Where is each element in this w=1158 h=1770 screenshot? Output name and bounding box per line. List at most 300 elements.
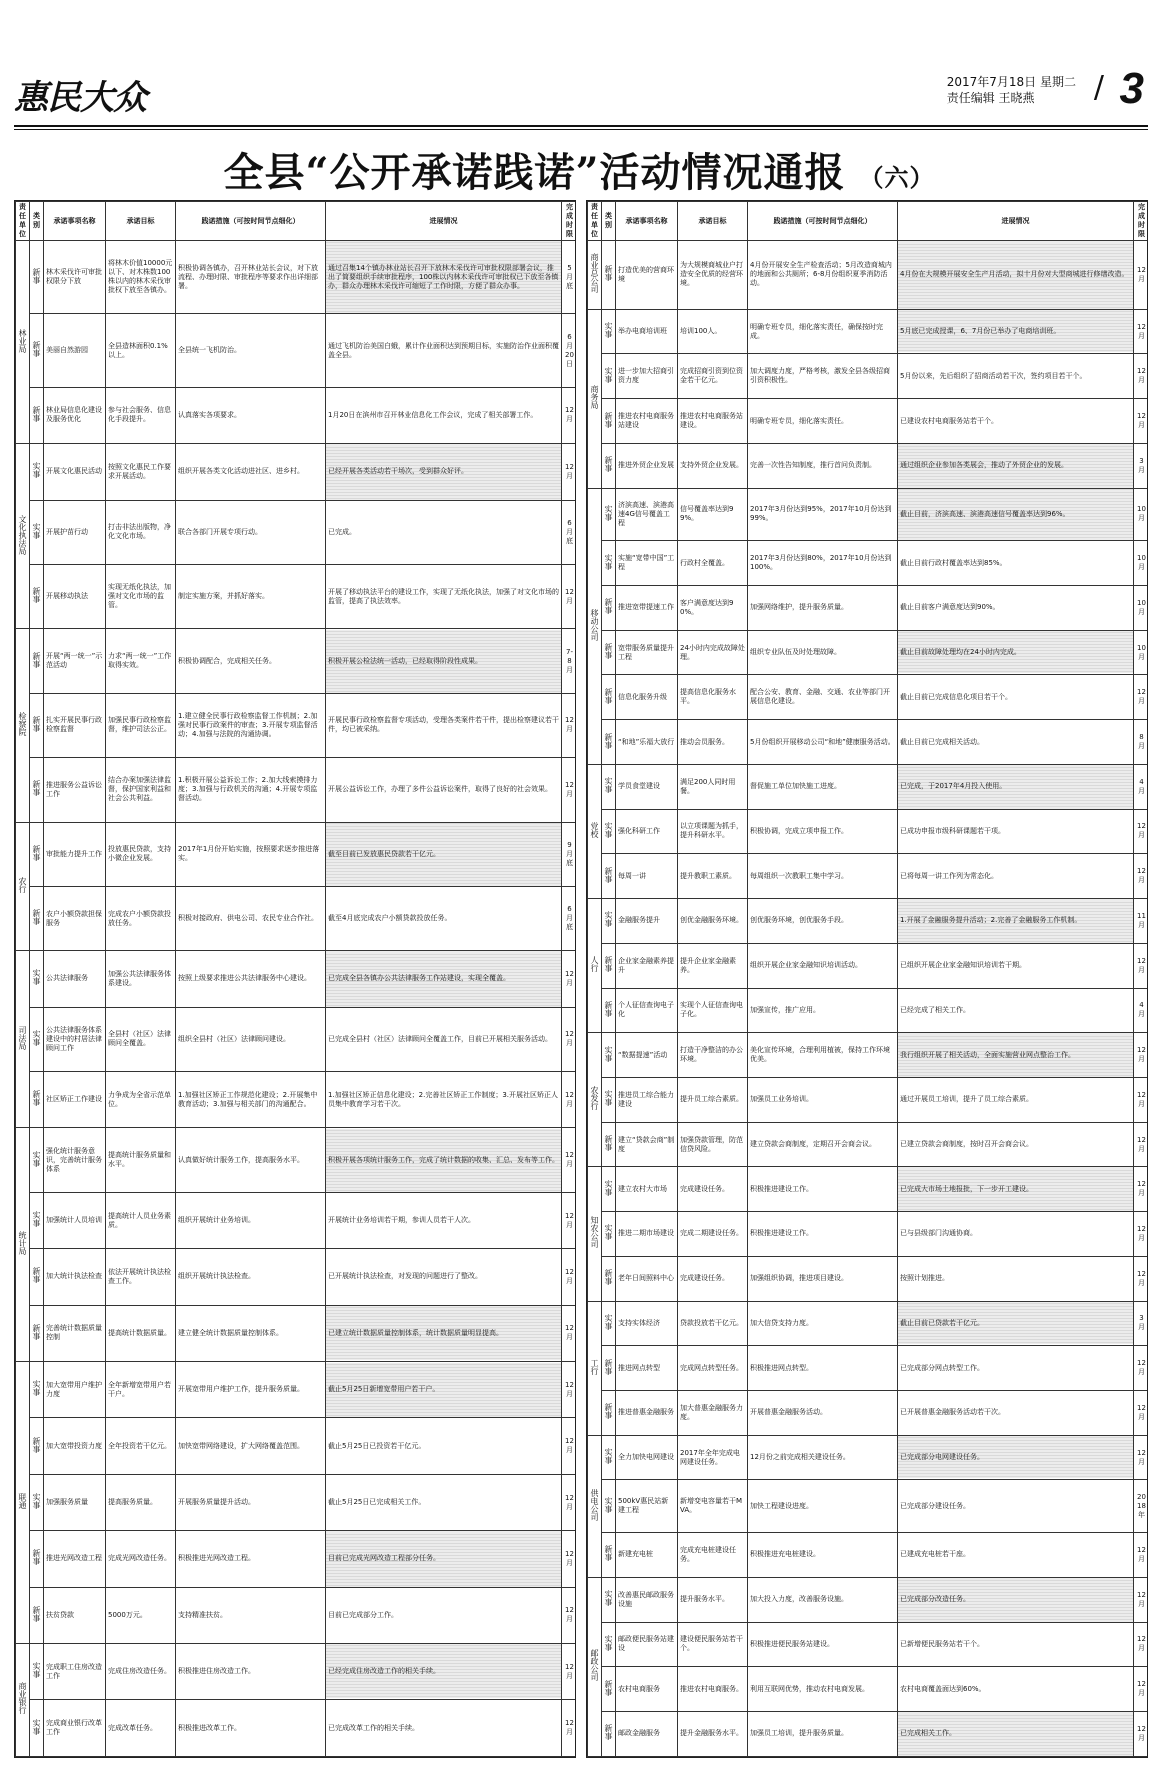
- masthead-rule: [14, 125, 1148, 127]
- cell-progress: 已完成部分电网建设任务。: [898, 1435, 1134, 1480]
- cell-deadline: 12月: [1134, 399, 1149, 444]
- cell-progress: 截止目前，济滨高速、滨港高速信号覆盖率达到96%。: [898, 488, 1134, 541]
- cell-progress: 已完成大市场土地报批，下一步开工建设。: [898, 1167, 1134, 1212]
- cell-progress: 截止目前故障处理均在24小时内完成。: [898, 630, 1134, 675]
- headline-part: （六）: [859, 163, 935, 192]
- cell-type: [602, 1390, 616, 1435]
- cell-deadline: 12月: [1134, 1667, 1149, 1712]
- cell-measures: 建立贷款会商制度，定期召开会商会议。: [748, 1122, 898, 1167]
- cell-deadline: 12月: [562, 444, 577, 500]
- cell-progress: 已经完成了相关工作。: [898, 988, 1134, 1033]
- cell-progress: 截止目前客户满意度达到90%。: [898, 586, 1134, 631]
- header-deadline: 完成时限: [562, 202, 577, 241]
- cell-deadline: 2018年: [1134, 1480, 1149, 1533]
- cell-target: 2017年全年完成电网建设任务。: [678, 1435, 748, 1480]
- table-row: [16, 500, 577, 564]
- cell-item: 推进农村电商服务站建设: [616, 399, 678, 444]
- cell-target: 新增变电容量若干MVA。: [678, 1480, 748, 1533]
- cell-progress: 已完成相关工作。: [898, 1712, 1134, 1757]
- type-label: 新事: [32, 1549, 41, 1566]
- table-row: [588, 1301, 1149, 1346]
- table-row: [16, 314, 577, 387]
- cell-item: “数据提速”活动: [616, 1033, 678, 1078]
- unit-label: 工行: [590, 1358, 599, 1375]
- cell-progress: 截止目前已贷款若干亿元。: [898, 1301, 1134, 1346]
- cell-unit: [16, 629, 30, 822]
- cell-deadline: 10月: [1134, 586, 1149, 631]
- header-progress: 进展情况: [898, 202, 1134, 241]
- cell-progress: 已建立贷款会商制度，按时召开会商会议。: [898, 1122, 1134, 1167]
- cell-type: [602, 899, 616, 944]
- type-label: 新事: [604, 1358, 613, 1375]
- type-label: 实事: [604, 777, 613, 794]
- masthead-rule-thin: [14, 129, 1148, 130]
- cell-type: [30, 693, 44, 757]
- cell-type: [30, 1587, 44, 1643]
- cell-deadline: 9月底: [562, 822, 577, 886]
- type-label: 实事: [32, 1493, 41, 1509]
- cell-type: [602, 675, 616, 720]
- cell-measures: 1.加强社区矫正工作规范化建设；2.开展集中教育活动；3.加强与相关部门的沟通配合。: [176, 1072, 326, 1128]
- cell-progress: 已建立统计数据质量控制体系，统计数据质量明显提高。: [326, 1305, 562, 1361]
- table-row: [588, 541, 1149, 586]
- cell-deadline: 12月: [1134, 809, 1149, 854]
- cell-target: 24小时内完成故障处理。: [678, 630, 748, 675]
- cell-deadline: 12月: [562, 1128, 577, 1192]
- type-label: 新事: [604, 598, 613, 615]
- type-label: 实事: [604, 1590, 613, 1607]
- cell-type: [30, 951, 44, 1007]
- type-label: 新事: [32, 715, 41, 732]
- cell-item: 推进光网改造工程: [44, 1531, 106, 1587]
- cell-progress: 积极开展公检法统一活动，已经取得阶段性成果。: [326, 629, 562, 693]
- cell-item: 信息化服务升级: [616, 675, 678, 720]
- table-row: [588, 1667, 1149, 1712]
- cell-item: 建立农村大市场: [616, 1167, 678, 1212]
- type-label: 实事: [32, 462, 41, 479]
- cell-type: [30, 1362, 44, 1418]
- type-label: 实事: [32, 1718, 41, 1735]
- unit-label: 党校: [590, 821, 599, 838]
- cell-target: 完成建设任务。: [678, 1167, 748, 1212]
- cell-type: [30, 241, 44, 314]
- cell-unit: [16, 822, 30, 951]
- cell-target: 推进农村电商服务站建设。: [678, 399, 748, 444]
- cell-measures: 组织开展统计业务培训。: [176, 1192, 326, 1248]
- cell-type: [30, 1249, 44, 1305]
- cell-target: 实现个人征信查询电子化。: [678, 988, 748, 1033]
- unit-label: 农发行: [590, 1086, 599, 1111]
- cell-target: 推动会员服务。: [678, 720, 748, 765]
- cell-item: 推进普惠金融服务: [616, 1390, 678, 1435]
- header-target: 承诺目标: [106, 202, 176, 241]
- cell-type: [602, 1577, 616, 1622]
- table-row: [16, 444, 577, 500]
- cell-unit: [588, 309, 602, 488]
- cell-target: 推进农村电商服务。: [678, 1667, 748, 1712]
- cell-item: 加强统计人员培训: [44, 1192, 106, 1248]
- cell-unit: [588, 1167, 602, 1301]
- cell-measures: 5月份组织开展移动公司“和地”健康服务活动。: [748, 720, 898, 765]
- type-label: 新事: [32, 341, 41, 358]
- cell-type: [30, 1072, 44, 1128]
- cell-measures: 组织开展企业家金融知识培训活动。: [748, 943, 898, 988]
- cell-item: 公共法律服务: [44, 951, 106, 1007]
- table-row: [588, 354, 1149, 399]
- cell-item: 开展“两一统一”示范活动: [44, 629, 106, 693]
- type-label: 新事: [604, 456, 613, 473]
- type-label: 新事: [604, 956, 613, 973]
- table-row: [588, 1622, 1149, 1667]
- cell-measures: 组织开展统计执法检查。: [176, 1249, 326, 1305]
- cell-measures: 积极对接政府、供电公司、农民专业合作社。: [176, 886, 326, 950]
- cell-target: 完成充电桩建设任务。: [678, 1533, 748, 1578]
- cell-deadline: 12月: [1134, 943, 1149, 988]
- type-label: 实事: [604, 1448, 613, 1465]
- cell-measures: 积极推进网点转型。: [748, 1346, 898, 1391]
- cell-target: 5000万元。: [106, 1587, 176, 1643]
- type-label: 新事: [32, 405, 41, 422]
- cell-target: 完成招商引资到位资金若干亿元。: [678, 354, 748, 399]
- cell-item: 社区矫正工作建设: [44, 1072, 106, 1128]
- unit-label: 农行: [18, 876, 27, 893]
- cell-item: 邮政金融服务: [616, 1712, 678, 1757]
- cell-target: 培训100人。: [678, 309, 748, 354]
- table-row: [16, 1362, 577, 1418]
- type-label: 实事: [604, 1090, 613, 1107]
- type-label: 新事: [604, 732, 613, 749]
- table-row: [16, 241, 577, 314]
- cell-type: [602, 1122, 616, 1167]
- cell-type: [602, 1301, 616, 1346]
- type-label: 实事: [604, 504, 613, 521]
- type-label: 实事: [604, 553, 613, 570]
- cell-type: [602, 1667, 616, 1712]
- cell-type: [602, 1622, 616, 1667]
- header-measures: 践诺措施（可按时间节点细化）: [176, 202, 326, 241]
- cell-target: 实现无纸化执法，加强对文化市场的监管。: [106, 564, 176, 628]
- table-row: [16, 1531, 577, 1587]
- cell-item: 每周一讲: [616, 854, 678, 899]
- type-label: 实事: [604, 322, 613, 339]
- cell-measures: 积极推进住房改造工作。: [176, 1643, 326, 1699]
- cell-unit: [588, 1301, 602, 1435]
- type-label: 新事: [32, 1605, 41, 1622]
- cell-measures: 加大投入力度，改善服务设施。: [748, 1577, 898, 1622]
- cell-item: 宽带服务质量提升工程: [616, 630, 678, 675]
- table-row: [16, 1643, 577, 1699]
- cell-progress: 已开展普惠金融服务活动若干次。: [898, 1390, 1134, 1435]
- cell-measures: 加大调度力度，严格考核，激发全县各级招商引资积极性。: [748, 354, 898, 399]
- cell-type: [602, 399, 616, 444]
- table-row: [588, 1256, 1149, 1301]
- cell-progress: 已开展统计执法检查，对发现的问题进行了整改。: [326, 1249, 562, 1305]
- table-header-row: [588, 202, 1149, 241]
- cell-progress: 我行组织开展了相关活动，全面实施营业网点整治工作。: [898, 1033, 1134, 1078]
- type-label: 新事: [32, 844, 41, 861]
- report-table-right: [587, 201, 1148, 1757]
- type-label: 实事: [32, 1380, 41, 1397]
- cell-target: 全县村（社区）法律顾问全覆盖。: [106, 1007, 176, 1071]
- cell-item: 强化统计服务意识，完善统计服务体系: [44, 1128, 106, 1192]
- cell-unit: [16, 1128, 30, 1362]
- cell-target: 支持外贸企业发展。: [678, 443, 748, 488]
- cell-item: 审批能力提升工作: [44, 822, 106, 886]
- cell-unit: [588, 764, 602, 898]
- cell-item: 邮政便民服务站建设: [616, 1622, 678, 1667]
- cell-measures: 支持精准扶贫。: [176, 1587, 326, 1643]
- cell-measures: 认真落实各项要求。: [176, 387, 326, 443]
- cell-measures: 建立健全统计数据质量控制体系。: [176, 1305, 326, 1361]
- cell-measures: 4月份开展安全生产检查活动；5月改造商城内的地面和公共厕所；6-8月份组织夏季消防活动。: [748, 241, 898, 310]
- cell-type: [30, 444, 44, 500]
- cell-type: [30, 1700, 44, 1756]
- cell-item: 支持实体经济: [616, 1301, 678, 1346]
- cell-type: [602, 1533, 616, 1578]
- cell-measures: 加强宣传，推广应用。: [748, 988, 898, 1033]
- cell-target: 为大规模商城业户打造安全优质的经营环境。: [678, 241, 748, 310]
- cell-progress: 5月份以来，先后组织了招商活动若干次，签约项目若干个。: [898, 354, 1134, 399]
- cell-measures: 加强组织协调，推进项目建设。: [748, 1256, 898, 1301]
- cell-target: 完成二期建设任务。: [678, 1212, 748, 1257]
- cell-measures: 明确专班专员，细化落实责任，确保按时完成。: [748, 309, 898, 354]
- type-label: 实事: [32, 969, 41, 986]
- cell-type: [30, 1418, 44, 1474]
- cell-progress: 已完成全县各镇办公共法律服务工作站建设，实现全覆盖。: [326, 951, 562, 1007]
- header-progress: 进展情况: [326, 202, 562, 241]
- table-row: [588, 1480, 1149, 1533]
- cell-progress: 已完成部分改造任务。: [898, 1577, 1134, 1622]
- cell-type: [602, 586, 616, 631]
- cell-type: [30, 1474, 44, 1530]
- table-row: [16, 1007, 577, 1071]
- cell-unit: [16, 241, 30, 444]
- cell-progress: 通过开展员工培训，提升了员工综合素质。: [898, 1077, 1134, 1122]
- cell-type: [30, 886, 44, 950]
- cell-deadline: 8月: [1134, 720, 1149, 765]
- cell-target: 满足200人同时用餐。: [678, 764, 748, 809]
- cell-target: 提升服务水平。: [678, 1577, 748, 1622]
- cell-target: 创优金融服务环境。: [678, 899, 748, 944]
- unit-label: 商业总公司: [590, 253, 599, 294]
- cell-deadline: 12月: [1134, 354, 1149, 399]
- unit-label: 文化执法局: [18, 514, 27, 555]
- cell-item: 美丽自然游园: [44, 314, 106, 387]
- cell-item: 开展文化惠民活动: [44, 444, 106, 500]
- table-row: [588, 1390, 1149, 1435]
- cell-target: 全年投资若干亿元。: [106, 1418, 176, 1474]
- cell-type: [602, 1480, 616, 1533]
- cell-item: 推进网点转型: [616, 1346, 678, 1391]
- cell-target: 加大普惠金融服务力度。: [678, 1390, 748, 1435]
- type-label: 新事: [32, 1323, 41, 1340]
- cell-type: [30, 314, 44, 387]
- cell-deadline: 12月: [562, 1305, 577, 1361]
- header-target: 承诺目标: [678, 202, 748, 241]
- cell-deadline: 12月: [1134, 1256, 1149, 1301]
- cell-target: 提升金融服务水平。: [678, 1712, 748, 1757]
- type-label: 新事: [604, 411, 613, 428]
- cell-type: [30, 758, 44, 822]
- unit-label: 邮政公司: [590, 1649, 599, 1682]
- cell-item: 举办电商培训班: [616, 309, 678, 354]
- cell-deadline: 3月: [1134, 1301, 1149, 1346]
- left-report-table: [14, 200, 576, 1758]
- cell-target: 建设便民服务站若干个。: [678, 1622, 748, 1667]
- page-headline: [0, 141, 1158, 198]
- cell-deadline: 6月底: [562, 500, 577, 564]
- cell-deadline: 12月: [562, 1249, 577, 1305]
- cell-deadline: 12月: [1134, 1435, 1149, 1480]
- cell-item: 扶贫贷款: [44, 1587, 106, 1643]
- cell-measures: 加强网络维护，提升服务质量。: [748, 586, 898, 631]
- cell-type: [602, 1167, 616, 1212]
- type-label: 实事: [32, 1662, 41, 1679]
- cell-measures: 按照上级要求推进公共法律服务中心建设。: [176, 951, 326, 1007]
- cell-type: [30, 1531, 44, 1587]
- type-label: 新事: [604, 1724, 613, 1741]
- table-row: [588, 1346, 1149, 1391]
- cell-measures: 督促施工单位加快施工进度。: [748, 764, 898, 809]
- table-row: [588, 443, 1149, 488]
- cell-progress: 已建设农村电商服务站若干个。: [898, 399, 1134, 444]
- cell-unit: [588, 488, 602, 764]
- table-row: [16, 1072, 577, 1128]
- cell-target: 以立项课题为抓手，提升科研水平。: [678, 809, 748, 854]
- table-row: [588, 1577, 1149, 1622]
- cell-deadline: 12月: [1134, 1122, 1149, 1167]
- header-type: 类别: [30, 202, 44, 241]
- cell-target: 完成农户小额贷款投放任务。: [106, 886, 176, 950]
- table-row: [16, 1192, 577, 1248]
- cell-type: [602, 1077, 616, 1122]
- table-row: [588, 1167, 1149, 1212]
- cell-measures: 1.积极开展公益诉讼工作；2.加大线索摸排力度；3.加强与行政机关的沟通；4.开展专项监督活动。: [176, 758, 326, 822]
- cell-measures: 1.建立健全民事行政检察监督工作机制；2.加强对民事行政案件的审查；3.开展专项监督活动；4.加强与法院的沟通协调。: [176, 693, 326, 757]
- cell-deadline: 12月: [562, 1418, 577, 1474]
- cell-unit: [588, 899, 602, 1033]
- cell-measures: 创优服务环境，创优服务手段。: [748, 899, 898, 944]
- cell-target: 投放惠民贷款，支持小微企业发展。: [106, 822, 176, 886]
- cell-type: [602, 764, 616, 809]
- cell-item: 金融服务提升: [616, 899, 678, 944]
- cell-item: 老年日间照料中心: [616, 1256, 678, 1301]
- type-label: 新事: [604, 866, 613, 883]
- cell-item: 完善统计数据质量控制: [44, 1305, 106, 1361]
- cell-unit: [16, 951, 30, 1128]
- cell-measures: 联合各部门开展专项行动。: [176, 500, 326, 564]
- table-row: [588, 899, 1149, 944]
- cell-measures: 2017年1月份开始实施，按照要求逐步推进落实。: [176, 822, 326, 886]
- cell-type: [602, 1712, 616, 1757]
- cell-deadline: 12月: [562, 564, 577, 628]
- cell-deadline: 12月: [562, 1531, 577, 1587]
- cell-progress: 截止5月25日已完成相关工作。: [326, 1474, 562, 1530]
- type-label: 新事: [604, 643, 613, 660]
- cell-deadline: 10月: [1134, 630, 1149, 675]
- cell-measures: 明确专班专员，细化落实责任。: [748, 399, 898, 444]
- table-row: [16, 886, 577, 950]
- cell-type: [602, 1435, 616, 1480]
- cell-progress: 开展民事行政检察监督专项活动，受理各类案件若干件，提出检察建议若干件，均已被采纳。: [326, 693, 562, 757]
- cell-type: [30, 1643, 44, 1699]
- cell-type: [602, 309, 616, 354]
- cell-target: 信号覆盖率达到99%。: [678, 488, 748, 541]
- type-label: 新事: [604, 1000, 613, 1017]
- newspaper-logo: 惠民大众: [14, 78, 146, 118]
- cell-target: 加强公共法律服务体系建设。: [106, 951, 176, 1007]
- table-row: [588, 399, 1149, 444]
- cell-deadline: 10月: [1134, 488, 1149, 541]
- cell-deadline: 12月: [1134, 1212, 1149, 1257]
- table-row: [16, 1587, 577, 1643]
- cell-item: “和地”乐福大放行: [616, 720, 678, 765]
- cell-type: [602, 854, 616, 899]
- cell-deadline: 12月: [1134, 675, 1149, 720]
- cell-progress: 积极开展各项统计服务工作，完成了统计数据的收集、汇总、发布等工作。: [326, 1128, 562, 1192]
- cell-deadline: 12月: [562, 1587, 577, 1643]
- cell-measures: 配合公安、教育、金融、交通、农业等部门开展信息化建设。: [748, 675, 898, 720]
- table-row: [16, 1700, 577, 1756]
- cell-measures: 开展普惠金融服务活动。: [748, 1390, 898, 1435]
- cell-progress: 农村电商覆盖面达到60%。: [898, 1667, 1134, 1712]
- cell-target: 完成光网改造任务。: [106, 1531, 176, 1587]
- cell-measures: 加强员工业务培训。: [748, 1077, 898, 1122]
- unit-label: 供电公司: [590, 1488, 599, 1521]
- cell-progress: 通过组织企业参加各类展会，推动了外贸企业的发展。: [898, 443, 1134, 488]
- cell-target: 提高统计服务质量和水平。: [106, 1128, 176, 1192]
- cell-item: 进一步加大招商引资力度: [616, 354, 678, 399]
- cell-measures: 全县统一飞机防治。: [176, 314, 326, 387]
- table-row: [588, 675, 1149, 720]
- header-unit: 责任单位: [16, 202, 30, 241]
- cell-progress: 截止目前已完成相关活动。: [898, 720, 1134, 765]
- cell-deadline: 11月: [1134, 899, 1149, 944]
- unit-label: 知农公司: [590, 1216, 599, 1249]
- table-row: [16, 1128, 577, 1192]
- cell-measures: 美化宣传环境，合理利用植被，保持工作环境优美。: [748, 1033, 898, 1078]
- cell-target: 将林木价值10000元以下、对木株数100株以内的林木采伐审批权下放至各镇办。: [106, 241, 176, 314]
- issue-date: 2017年7月18日: [946, 75, 1037, 89]
- cell-measures: 组织全县村（社区）法律顾问建设。: [176, 1007, 326, 1071]
- cell-item: 个人征信查询电子化: [616, 988, 678, 1033]
- type-label: 新事: [32, 267, 41, 284]
- unit-label: 商务局: [590, 385, 599, 410]
- cell-target: 依法开展统计执法检查工作。: [106, 1249, 176, 1305]
- cell-measures: 组织开展各类文化活动进社区、进乡村。: [176, 444, 326, 500]
- cell-progress: 已完成部分网点转型工作。: [898, 1346, 1134, 1391]
- cell-progress: 已完成。: [326, 500, 562, 564]
- cell-progress: 已完成部分建设任务。: [898, 1480, 1134, 1533]
- cell-item: 企业家金融素养提升: [616, 943, 678, 988]
- type-label: 新事: [604, 1135, 613, 1152]
- cell-target: 提升教职工素质。: [678, 854, 748, 899]
- cell-target: 力争成为全省示范单位。: [106, 1072, 176, 1128]
- cell-type: [30, 822, 44, 886]
- unit-label: 统计局: [18, 1231, 27, 1256]
- cell-target: 提高统计人员业务素质。: [106, 1192, 176, 1248]
- cell-type: [602, 943, 616, 988]
- cell-measures: 积极推进充电桩建设。: [748, 1533, 898, 1578]
- cell-progress: 已与县级部门沟通协商。: [898, 1212, 1134, 1257]
- type-label: 实事: [604, 1313, 613, 1330]
- cell-target: 提高信息化服务水平。: [678, 675, 748, 720]
- header-measures: 践诺措施（可按时间节点细化）: [748, 202, 898, 241]
- cell-item: 学员食堂建设: [616, 764, 678, 809]
- cell-deadline: 3月: [1134, 443, 1149, 488]
- type-label: 实事: [604, 1634, 613, 1651]
- type-label: 实事: [604, 366, 613, 383]
